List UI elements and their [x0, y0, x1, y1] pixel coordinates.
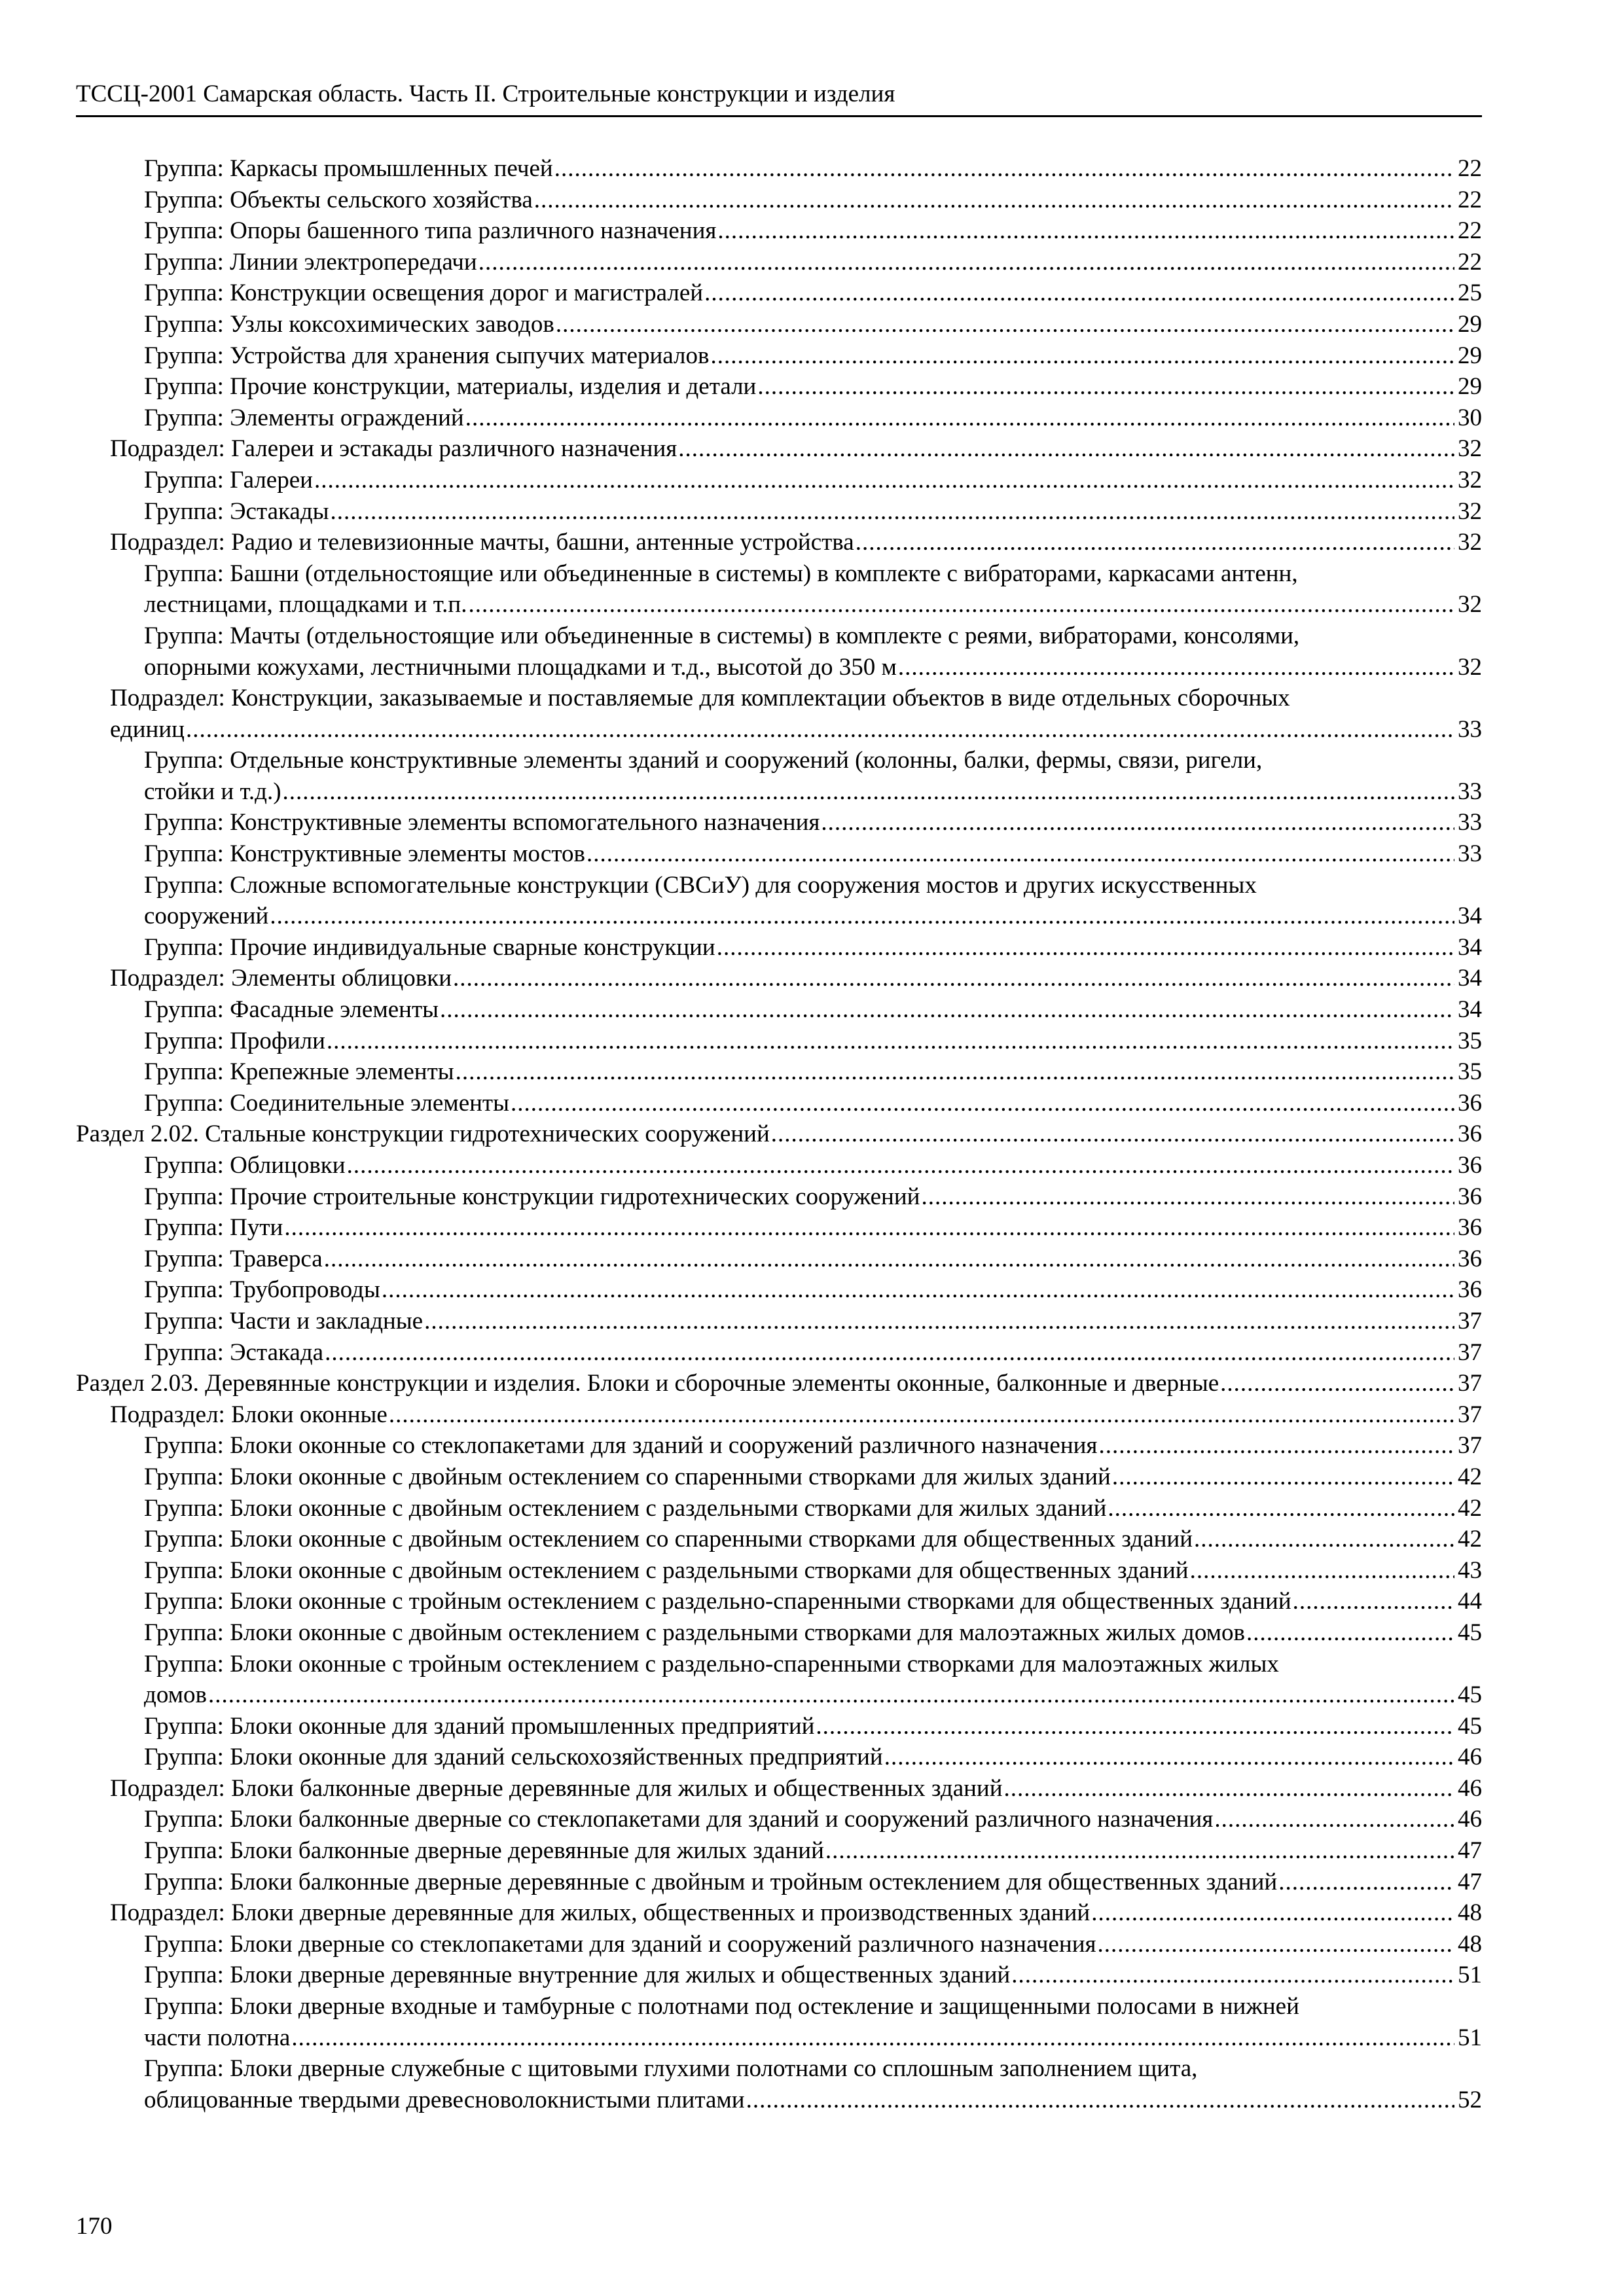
toc-entry-page: 29: [1458, 342, 1482, 369]
toc-entry-title: Группа: Траверса: [144, 1245, 323, 1272]
dot-leader: [534, 185, 1454, 216]
toc-entry-line: [144, 1181, 1482, 1213]
toc-entry-line: [144, 1274, 1482, 1306]
toc-entry-page: 36: [1458, 1121, 1482, 1148]
toc-entry-title-line: Группа: Мачты (отдельностоящие или объединенные в системы) в комплекте с реями, вибраторами, консолями,: [144, 622, 1300, 649]
toc-entry[interactable]: [76, 1088, 1482, 1119]
toc-entry[interactable]: [76, 683, 1482, 745]
toc-entry-line: [144, 1960, 1482, 1991]
toc-entry-page: 36: [1458, 1276, 1482, 1304]
dot-leader: [468, 589, 1454, 620]
toc-entry[interactable]: [76, 1586, 1482, 1617]
toc-entry[interactable]: [76, 465, 1482, 496]
toc-entry-title: Группа: Блоки дверные со стеклопакетами для зданий и сооружений различного назначения: [144, 1930, 1096, 1958]
toc-entry-title: Подраздел: Блоки балконные дверные деревянные для жилых и общественных зданий: [110, 1774, 1003, 1802]
dot-leader: [1091, 1897, 1454, 1929]
toc-entry-title: Раздел 2.03. Деревянные конструкции и изделия. Блоки и сборочные элементы оконные, балконные и дверные: [76, 1370, 1219, 1397]
toc-entry-title: Группа: Блоки оконные для зданий сельскохозяйственных предприятий: [144, 1744, 883, 1771]
toc-entry-line: [144, 403, 1482, 434]
table-of-contents: [76, 153, 1482, 2115]
toc-entry-line: [144, 1617, 1482, 1649]
toc-entry-page: 32: [1458, 591, 1482, 619]
dot-leader: [478, 247, 1454, 278]
toc-entry[interactable]: [76, 1150, 1482, 1181]
toc-entry-title: Группа: Конструктивные элементы вспомогательного назначения: [144, 809, 820, 836]
toc-entry[interactable]: [76, 807, 1482, 838]
toc-entry-line: [144, 1804, 1482, 1835]
toc-entry-line: [144, 1150, 1482, 1181]
dot-leader: [704, 278, 1454, 309]
toc-entry-title: части полотна: [144, 2024, 291, 2051]
toc-entry-page: 36: [1458, 1214, 1482, 1242]
toc-entry[interactable]: [76, 1617, 1482, 1649]
toc-entry-page: 47: [1458, 1837, 1482, 1865]
toc-entry-title: Группа: Опоры башенного типа различного назначения: [144, 217, 717, 245]
toc-entry-line: [144, 589, 1482, 620]
toc-entry-title: Группа: Устройства для хранения сыпучих материалов: [144, 342, 710, 369]
toc-entry-page: 32: [1458, 466, 1482, 493]
toc-entry-line: [144, 1306, 1482, 1337]
toc-entry[interactable]: [76, 932, 1482, 963]
toc-entry-title: Группа: Элементы ограждений: [144, 404, 464, 431]
toc-entry[interactable]: [76, 527, 1482, 558]
toc-entry[interactable]: [76, 1119, 1482, 1150]
toc-entry-page: 51: [1458, 2024, 1482, 2051]
toc-entry-page: 42: [1458, 1463, 1482, 1490]
toc-entry-page: 36: [1458, 1245, 1482, 1272]
toc-entry[interactable]: [76, 433, 1482, 465]
toc-entry-line: [144, 1462, 1482, 1493]
toc-entry-page: 47: [1458, 1868, 1482, 1895]
toc-entry-page: 37: [1458, 1307, 1482, 1335]
dot-leader: [1246, 1617, 1454, 1649]
dot-leader: [1011, 1960, 1454, 1991]
dot-leader: [389, 1399, 1454, 1431]
toc-entry-title: Группа: Блоки оконные с двойным остеклением со спаренными створками для общественных зданий: [144, 1526, 1193, 1553]
toc-entry-title: Группа: Галереи: [144, 466, 313, 493]
toc-entry-page: 25: [1458, 279, 1482, 307]
dot-leader: [456, 1056, 1454, 1088]
toc-entry[interactable]: [76, 1773, 1482, 1804]
toc-entry-page: 37: [1458, 1401, 1482, 1428]
toc-entry-line: [144, 1244, 1482, 1275]
dot-leader: [347, 1150, 1454, 1181]
dot-leader: [856, 527, 1454, 558]
dot-leader: [331, 496, 1454, 528]
toc-entry-line: [144, 1679, 1482, 1711]
dot-leader: [921, 1181, 1454, 1213]
toc-entry-line: [144, 278, 1482, 309]
toc-entry[interactable]: [76, 403, 1482, 434]
toc-entry-title-line: Группа: Башни (отдельностоящие или объединенные в системы) в комплекте с вибраторами, каркасами антенн,: [144, 560, 1298, 587]
toc-entry-title: домов: [144, 1681, 208, 1709]
toc-entry-page: 33: [1458, 778, 1482, 805]
toc-entry-title: опорными кожухами, лестничными площадками и т.д., высотой до 350 м: [144, 653, 897, 681]
toc-entry-title: Группа: Блоки дверные деревянные внутренние для жилых и общественных зданий: [144, 1962, 1011, 1989]
toc-entry-title: Группа: Блоки оконные с двойным остеклением с раздельными створками для малоэтажных жилых домов: [144, 1619, 1246, 1646]
toc-entry-line: [144, 1867, 1482, 1898]
toc-entry-line: [144, 1088, 1482, 1119]
toc-entry[interactable]: [76, 1867, 1482, 1898]
toc-entry-line: [76, 1119, 1482, 1150]
toc-entry-title: Подраздел: Галереи и эстакады различного назначения: [110, 435, 677, 463]
toc-entry-title: Группа: Объекты сельского хозяйства: [144, 186, 533, 213]
toc-entry[interactable]: [76, 1991, 1482, 2053]
dot-leader: [186, 714, 1454, 745]
toc-entry[interactable]: [76, 963, 1482, 994]
toc-entry[interactable]: [76, 1181, 1482, 1213]
toc-entry-page: 42: [1458, 1494, 1482, 1522]
toc-entry-line: [110, 1773, 1482, 1804]
toc-entry[interactable]: [76, 371, 1482, 403]
toc-entry-title: Группа: Трубопроводы: [144, 1276, 380, 1304]
toc-entry-title: Группа: Блоки оконные с тройным остеклением с раздельно-спаренными створками для общественных зданий: [144, 1588, 1291, 1615]
toc-entry-line: [110, 1399, 1482, 1431]
toc-entry-page: 30: [1458, 404, 1482, 431]
toc-entry-line: [144, 465, 1482, 496]
toc-entry-line: [144, 1056, 1482, 1088]
toc-entry-line: [144, 776, 1482, 808]
dot-leader: [710, 340, 1454, 372]
toc-entry-page: 33: [1458, 809, 1482, 836]
toc-entry-line: [144, 1524, 1482, 1555]
toc-entry-page: 36: [1458, 1183, 1482, 1210]
toc-entry[interactable]: [76, 870, 1482, 932]
toc-entry-page: 22: [1458, 186, 1482, 213]
dot-leader: [324, 1244, 1454, 1275]
dot-leader: [440, 994, 1454, 1026]
toc-entry-page: 35: [1458, 1027, 1482, 1054]
toc-entry-title: Группа: Конструктивные элементы мостов: [144, 840, 586, 868]
toc-entry-line: [144, 1929, 1482, 1960]
dot-leader: [314, 465, 1454, 496]
toc-entry-title: Группа: Соединительные элементы: [144, 1089, 509, 1117]
toc-entry[interactable]: [76, 1929, 1482, 1960]
page-number: 170: [76, 2213, 113, 2240]
toc-entry-title: единиц: [110, 715, 185, 743]
toc-entry-title-line: Группа: Блоки дверные входные и тамбурные с полотнами под остекление и защищенными полосами в нижней: [144, 1993, 1299, 2020]
toc-entry-title: Группа: Эстакада: [144, 1338, 324, 1366]
toc-entry-page: 33: [1458, 840, 1482, 868]
toc-entry[interactable]: [76, 215, 1482, 247]
toc-entry-line: [110, 1897, 1482, 1929]
toc-entry[interactable]: [76, 309, 1482, 340]
dot-leader: [325, 1337, 1454, 1369]
toc-entry-line: [144, 371, 1482, 403]
toc-entry[interactable]: [76, 185, 1482, 216]
dot-leader: [1214, 1804, 1454, 1835]
dot-leader: [270, 901, 1454, 932]
dot-leader: [586, 838, 1454, 870]
toc-entry-line: [76, 1368, 1482, 1399]
toc-entry-line: [144, 215, 1482, 247]
toc-entry-page: 48: [1458, 1899, 1482, 1927]
toc-entry[interactable]: [76, 1897, 1482, 1929]
dot-leader: [511, 1088, 1454, 1119]
toc-entry-title: Группа: Блоки балконные дверные со стеклопакетами для зданий и сооружений различного назначения: [144, 1806, 1214, 1833]
toc-entry-line: [144, 1555, 1482, 1587]
toc-entry-title: Группа: Части и закладные: [144, 1307, 424, 1335]
toc-entry-line: [144, 838, 1482, 870]
toc-entry-title: Группа: Блоки оконные с двойным остеклением с раздельными створками для общественных зданий: [144, 1556, 1189, 1584]
toc-entry[interactable]: [76, 247, 1482, 278]
dot-leader: [554, 153, 1454, 185]
dot-leader: [825, 1835, 1454, 1867]
toc-entry-title: Группа: Каркасы промышленных печей: [144, 155, 553, 182]
toc-entry-page: 32: [1458, 497, 1482, 525]
dot-leader: [1098, 1430, 1454, 1462]
toc-entry-page: 34: [1458, 933, 1482, 961]
toc-entry-page: 29: [1458, 310, 1482, 338]
toc-entry-page: 22: [1458, 248, 1482, 276]
toc-entry-page: 48: [1458, 1930, 1482, 1958]
toc-entry-title: Группа: Фасадные элементы: [144, 996, 439, 1024]
toc-entry-page: 36: [1458, 1089, 1482, 1117]
toc-entry-line: [144, 1212, 1482, 1244]
toc-entry-title: Группа: Конструкции освещения дорог и магистралей: [144, 279, 704, 307]
toc-entry-page: 45: [1458, 1712, 1482, 1740]
toc-entry-title: Группа: Пути: [144, 1214, 283, 1242]
dot-leader: [821, 807, 1454, 838]
toc-entry-page: 32: [1458, 653, 1482, 681]
toc-entry-line: [144, 652, 1482, 683]
toc-entry[interactable]: [76, 2053, 1482, 2115]
toc-entry-title: Группа: Эстакады: [144, 497, 329, 525]
toc-entry[interactable]: [76, 1742, 1482, 1773]
toc-entry-title: Группа: Блоки балконные дверные деревянные для жилых зданий: [144, 1837, 824, 1865]
running-header: ТССЦ-2001 Самарская область. Часть II. Строительные конструкции и изделия: [76, 81, 895, 107]
dot-leader: [884, 1742, 1454, 1773]
toc-entry-title-line: Группа: Блоки оконные с тройным остеклением с раздельно-спаренными створками для малоэтажных жилых: [144, 1650, 1279, 1677]
toc-entry[interactable]: [76, 1711, 1482, 1742]
toc-entry-title-line: Группа: Отдельные конструктивные элементы зданий и сооружений (колонны, балки, фермы, связи, ригели,: [144, 747, 1263, 774]
toc-entry-page: 44: [1458, 1588, 1482, 1615]
dot-leader: [1098, 1929, 1454, 1960]
toc-entry-page: 29: [1458, 373, 1482, 401]
toc-entry-title: стойки и т.д.): [144, 778, 281, 805]
toc-entry-line: [144, 1430, 1482, 1462]
dot-leader: [717, 215, 1454, 247]
toc-entry-title: облицованные твердыми древесноволокнистыми плитами: [144, 2086, 745, 2113]
toc-entry[interactable]: [76, 1524, 1482, 1555]
toc-entry-title: Группа: Прочие индивидуальные сварные конструкции: [144, 933, 715, 961]
toc-entry-title: Группа: Блоки оконные со стеклопакетами для зданий и сооружений различного назначения: [144, 1432, 1098, 1460]
toc-entry-page: 42: [1458, 1526, 1482, 1553]
toc-entry-page: 51: [1458, 1962, 1482, 1989]
toc-entry-title: Группа: Прочие конструкции, материалы, изделия и детали: [144, 373, 757, 401]
toc-entry-page: 46: [1458, 1774, 1482, 1802]
dot-leader: [1220, 1368, 1454, 1399]
toc-entry-line: [144, 2085, 1482, 2116]
dot-leader: [283, 776, 1454, 808]
toc-entry-title: Группа: Блоки оконные для зданий промышленных предприятий: [144, 1712, 815, 1740]
toc-entry-page: 34: [1458, 903, 1482, 930]
toc-entry-page: 34: [1458, 996, 1482, 1024]
toc-entry-page: 52: [1458, 2086, 1482, 2113]
toc-entry-line: [144, 901, 1482, 932]
toc-entry[interactable]: [76, 1835, 1482, 1867]
toc-entry-title: Подраздел: Элементы облицовки: [110, 965, 452, 992]
toc-entry-title: Подраздел: Радио и телевизионные мачты, башни, антенные устройства: [110, 529, 854, 556]
header-rule: [76, 115, 1482, 117]
toc-entry-page: 22: [1458, 217, 1482, 245]
toc-entry-line: [110, 963, 1482, 994]
dot-leader: [453, 963, 1454, 994]
toc-entry[interactable]: [76, 1555, 1482, 1587]
toc-entry-line: [144, 2022, 1482, 2054]
toc-entry-line: [144, 994, 1482, 1026]
toc-entry[interactable]: [76, 745, 1482, 807]
dot-leader: [556, 309, 1454, 340]
toc-entry-line: [144, 309, 1482, 340]
toc-entry[interactable]: [76, 153, 1482, 185]
toc-entry-page: 35: [1458, 1058, 1482, 1086]
toc-entry-page: 34: [1458, 965, 1482, 992]
toc-entry-title-line: Группа: Блоки дверные служебные с щитовыми глухими полотнами со сплошным заполнением щита,: [144, 2055, 1198, 2083]
toc-entry-page: 32: [1458, 435, 1482, 463]
toc-entry[interactable]: [76, 1399, 1482, 1431]
toc-entry-page: 36: [1458, 1152, 1482, 1179]
toc-entry[interactable]: [76, 1306, 1482, 1337]
toc-entry[interactable]: [76, 1493, 1482, 1524]
toc-entry[interactable]: [76, 1337, 1482, 1369]
toc-entry-title-line: Группа: Сложные вспомогательные конструкции (СВСиУ) для сооружения мостов и других искусственных: [144, 871, 1257, 899]
dot-leader: [284, 1212, 1454, 1244]
toc-entry[interactable]: [76, 1804, 1482, 1835]
toc-entry-title: Группа: Линии электропередачи: [144, 248, 477, 276]
toc-entry-page: 37: [1458, 1338, 1482, 1366]
toc-entry-line: [144, 1742, 1482, 1773]
toc-entry[interactable]: [76, 496, 1482, 528]
toc-entry-page: 45: [1458, 1681, 1482, 1709]
toc-entry[interactable]: [76, 1056, 1482, 1088]
toc-entry-line: [144, 340, 1482, 372]
dot-leader: [1108, 1493, 1454, 1524]
toc-entry[interactable]: [76, 1026, 1482, 1057]
toc-entry-page: 22: [1458, 155, 1482, 182]
toc-entry[interactable]: [76, 1960, 1482, 1991]
toc-entry-title: Группа: Блоки оконные с двойным остеклением с раздельными створками для жилых зданий: [144, 1494, 1107, 1522]
toc-entry-line: [144, 807, 1482, 838]
toc-entry-page: 46: [1458, 1806, 1482, 1833]
toc-entry-line: [144, 153, 1482, 185]
toc-entry-line: [144, 1026, 1482, 1057]
dot-leader: [771, 1119, 1454, 1150]
toc-entry-line: [144, 1711, 1482, 1742]
toc-entry-line: [144, 496, 1482, 528]
toc-entry-title: Подраздел: Блоки оконные: [110, 1401, 388, 1428]
dot-leader: [1112, 1462, 1454, 1493]
toc-entry[interactable]: [76, 1462, 1482, 1493]
toc-entry-line: [144, 1586, 1482, 1617]
dot-leader: [291, 2022, 1454, 2054]
dot-leader: [1278, 1867, 1454, 1898]
dot-leader: [746, 2085, 1454, 2116]
toc-entry[interactable]: [76, 1274, 1482, 1306]
dot-leader: [424, 1306, 1454, 1337]
toc-entry-title: Группа: Облицовки: [144, 1152, 346, 1179]
dot-leader: [898, 652, 1454, 683]
dot-leader: [1190, 1555, 1454, 1587]
toc-entry-line: [144, 932, 1482, 963]
toc-entry-line: [144, 1337, 1482, 1369]
toc-entry-page: 46: [1458, 1744, 1482, 1771]
toc-entry[interactable]: [76, 1649, 1482, 1711]
toc-entry-line: [144, 1493, 1482, 1524]
toc-entry-page: 37: [1458, 1370, 1482, 1397]
toc-entry[interactable]: [76, 278, 1482, 309]
dot-leader: [678, 433, 1454, 465]
dot-leader: [382, 1274, 1454, 1306]
toc-entry-title: Группа: Крепежные элементы: [144, 1058, 454, 1086]
toc-entry-title: Группа: Прочие строительные конструкции гидротехнических сооружений: [144, 1183, 920, 1210]
toc-entry[interactable]: [76, 994, 1482, 1026]
toc-entry[interactable]: [76, 340, 1482, 372]
dot-leader: [717, 932, 1454, 963]
toc-entry-title: лестницами, площадками и т.п.: [144, 591, 467, 619]
dot-leader: [1194, 1524, 1454, 1555]
toc-entry-line: [110, 527, 1482, 558]
toc-entry[interactable]: [76, 1430, 1482, 1462]
toc-entry-line: [144, 1835, 1482, 1867]
dot-leader: [1293, 1586, 1454, 1617]
toc-entry-title: Раздел 2.02. Стальные конструкции гидротехнических сооружений: [76, 1121, 770, 1148]
toc-entry-page: 33: [1458, 715, 1482, 743]
toc-entry[interactable]: [76, 620, 1482, 683]
toc-entry-title: Группа: Блоки балконные дверные деревянные с двойным и тройным остеклением для общественных зданий: [144, 1868, 1278, 1895]
toc-entry[interactable]: [76, 1212, 1482, 1244]
toc-entry-line: [110, 433, 1482, 465]
toc-entry[interactable]: [76, 1244, 1482, 1275]
dot-leader: [816, 1711, 1454, 1742]
dot-leader: [465, 403, 1454, 434]
dot-leader: [208, 1679, 1454, 1711]
toc-entry[interactable]: [76, 838, 1482, 870]
toc-entry-title-line: Подраздел: Конструкции, заказываемые и поставляемые для комплектации объектов в виде отдельных сборочных: [110, 685, 1290, 712]
dot-leader: [1004, 1773, 1454, 1804]
toc-entry-page: 32: [1458, 529, 1482, 556]
toc-entry[interactable]: [76, 558, 1482, 620]
toc-entry-title: Группа: Профили: [144, 1027, 325, 1054]
dot-leader: [327, 1026, 1454, 1057]
dot-leader: [757, 371, 1454, 403]
toc-entry[interactable]: [76, 1368, 1482, 1399]
toc-entry-title: Подраздел: Блоки дверные деревянные для жилых, общественных и производственных зданий: [110, 1899, 1091, 1927]
toc-entry-title: Группа: Блоки оконные с двойным остеклением со спаренными створками для жилых зданий: [144, 1463, 1111, 1490]
toc-entry-title: сооружений: [144, 903, 269, 930]
toc-entry-line: [110, 714, 1482, 745]
toc-entry-title: Группа: Узлы коксохимических заводов: [144, 310, 554, 338]
toc-entry-line: [144, 185, 1482, 216]
toc-entry-page: 37: [1458, 1432, 1482, 1460]
toc-entry-line: [144, 247, 1482, 278]
toc-entry-page: 43: [1458, 1556, 1482, 1584]
toc-entry-page: 45: [1458, 1619, 1482, 1646]
